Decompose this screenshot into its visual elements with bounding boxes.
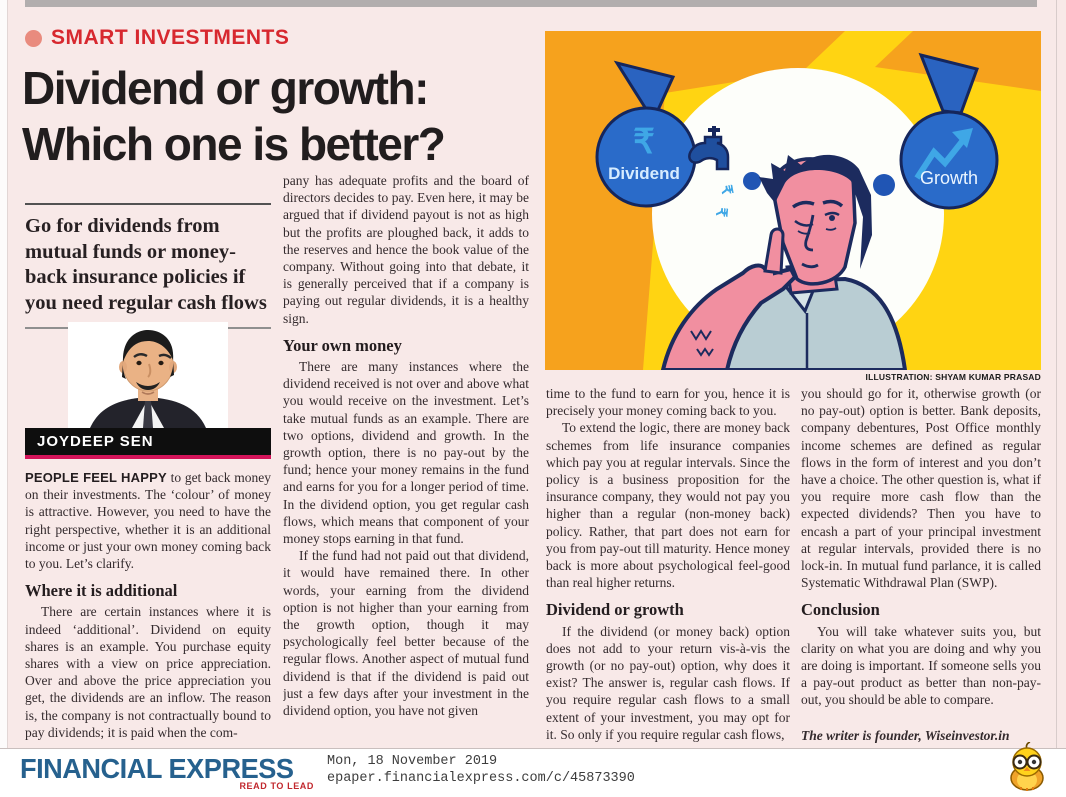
article-column-4: [801, 385, 1041, 747]
growth-label: Growth: [919, 168, 979, 188]
subhead-where-additional: Where it is additional: [25, 581, 178, 601]
thought-dot-right: [873, 174, 895, 196]
thought-dot-left: [743, 172, 761, 190]
illustration-credit: ILLUSTRATION: SHYAM KUMAR PRASAD: [865, 372, 1041, 382]
subhead-your-own-money: Your own money: [283, 335, 402, 355]
writer-byline: The writer is founder, Wiseinvestor.in: [801, 727, 1010, 743]
author-name-bar: JOYDEEP SEN: [25, 428, 271, 455]
owl-mascot-icon: [1000, 742, 1054, 797]
section-label: SMART INVESTMENTS: [51, 26, 290, 49]
article-column-1: [25, 469, 271, 747]
left-column-gutter: [0, 0, 8, 748]
article-column-2: [283, 172, 529, 747]
falling-rupee-icon: ₹: [717, 183, 736, 197]
footer-bar: [0, 748, 1066, 791]
dividend-label: Dividend: [608, 164, 680, 183]
article-lead-paragraph: [25, 469, 271, 572]
article-paragraph: If the dividend (or money back) option does not add to your return vis-à-vis the growth (or no pay-out) option, why does it exist? The answer is, regular cash flows. If you require regular cash flows to a small extent of your investment, you may opt for it. So only if you require regular cash flows,: [546, 623, 790, 742]
illustration-canvas: [545, 31, 1041, 370]
lead-in-caps: PEOPLE FEEL HAPPY: [25, 470, 167, 485]
article-paragraph: To extend the logic, there are money back schemes from life insurance companies which pay you at regular intervals. Since the policy is a business proposition for the insurance company, they would not pay you higher than a regular (non-money back) policy. Rather, that part does not earn for you from pay-out till maturity. Hence money back is more about psychological feel-good than real higher returns.: [546, 420, 790, 591]
epaper-url[interactable]: epaper.financialexpress.com/c/45873390: [327, 771, 635, 786]
issue-date: Mon, 18 November 2019: [327, 754, 498, 769]
lead-rest: to get back money on their investments. The ‘colour’ of money is attractive. However, you need to have the right perspective, whether it is an additional income or just your own money coming back to you. Let’s clarify.: [25, 470, 271, 572]
article-paragraph: There are many instances where the dividend received is not over and above what you would receive on the investment. Let’s take mutual funds as an example. There are two options, dividend and growth. In the growth option, there is no pay-out by the fund; hence your money remains in the fund and earns for you for a longer period of time. In the dividend option, you get regular cash flows, which means that component of your money stops earning in that fund.: [283, 359, 529, 547]
logo-tagline: READ TO LEAD: [239, 781, 314, 791]
article-paragraph: pany has adequate profits and the board of directors decides to pay. Even here, it may be argued that if dividend payout is not as high but the profits are ploughed back, it adds to the reserves and hence the book value of the company. Without going into that debate, it is generally perceived that if a company is paying out regular dividends, it is a healthy sign.: [283, 173, 529, 326]
subhead-conclusion: Conclusion: [801, 600, 880, 620]
author-photo: [25, 322, 271, 428]
page-title: Dividend or growth: Which one is better?: [22, 62, 445, 170]
article-paragraph: If the fund had not paid out that dividend, it would have remained there. In other words, your earning from the dividend option is not higher than your earning from the growth option, though it may psychologically feel better because of the regular flows. Another aspect of mutual fund dividend is that if the dividend is paid out just a few days after your investment in the dividend option, you have not given: [283, 548, 529, 719]
financial-express-logo: FINANCIAL EXPRESS: [20, 753, 294, 784]
subhead-dividend-or-growth: Dividend or growth: [546, 600, 684, 620]
article-column-3: [546, 385, 790, 747]
author-name-underline: [25, 455, 271, 459]
standfirst: Go for dividends from mutual funds or money-back insurance policies if you need regular cash flows: [25, 203, 271, 329]
article-paragraph: There are certain instances where it is indeed ‘additional’. Dividend on equity shares is an example. You purchase equity shares with a view on price appreciation. Over and above the price appreciation you get, the dividends are an inflow. The reason is, the company is not contractually bound to pay dividends; it is paid when the com-: [25, 604, 271, 740]
rupee-icon: ₹: [633, 123, 655, 161]
right-column-rule: [1056, 0, 1057, 748]
author-caricature-icon: [68, 322, 228, 428]
falling-rupee-icon: ₹: [712, 206, 730, 218]
top-divider-bar: [25, 0, 1037, 7]
article-illustration: [545, 31, 1041, 370]
article-paragraph: You will take whatever suits you, but clarity on what you are doing and why you are doing is important. If someone sells you a pay-out product as better than non-pay-out, you should be able to compare.: [801, 623, 1041, 708]
article-paragraph: you should go for it, otherwise growth (or no pay-out) option is better. Bank deposits, company debentures, Post Office monthly income schemes are defined as regular flows in the form of interest and you don’t have a choice. The other question is, what if you require more cash flow than the expected dividends? Then you have to encash a part of your principal investment at regular intervals, provided there is no lock-in. In mutual fund parlance, it is called Systematic Withdrawal Plan (SWP).: [801, 386, 1041, 591]
article-paragraph: time to the fund to earn for you, hence it is precisely your money coming back to you.: [546, 386, 790, 419]
section-header: [25, 26, 289, 50]
section-bullet-icon: [25, 30, 42, 47]
